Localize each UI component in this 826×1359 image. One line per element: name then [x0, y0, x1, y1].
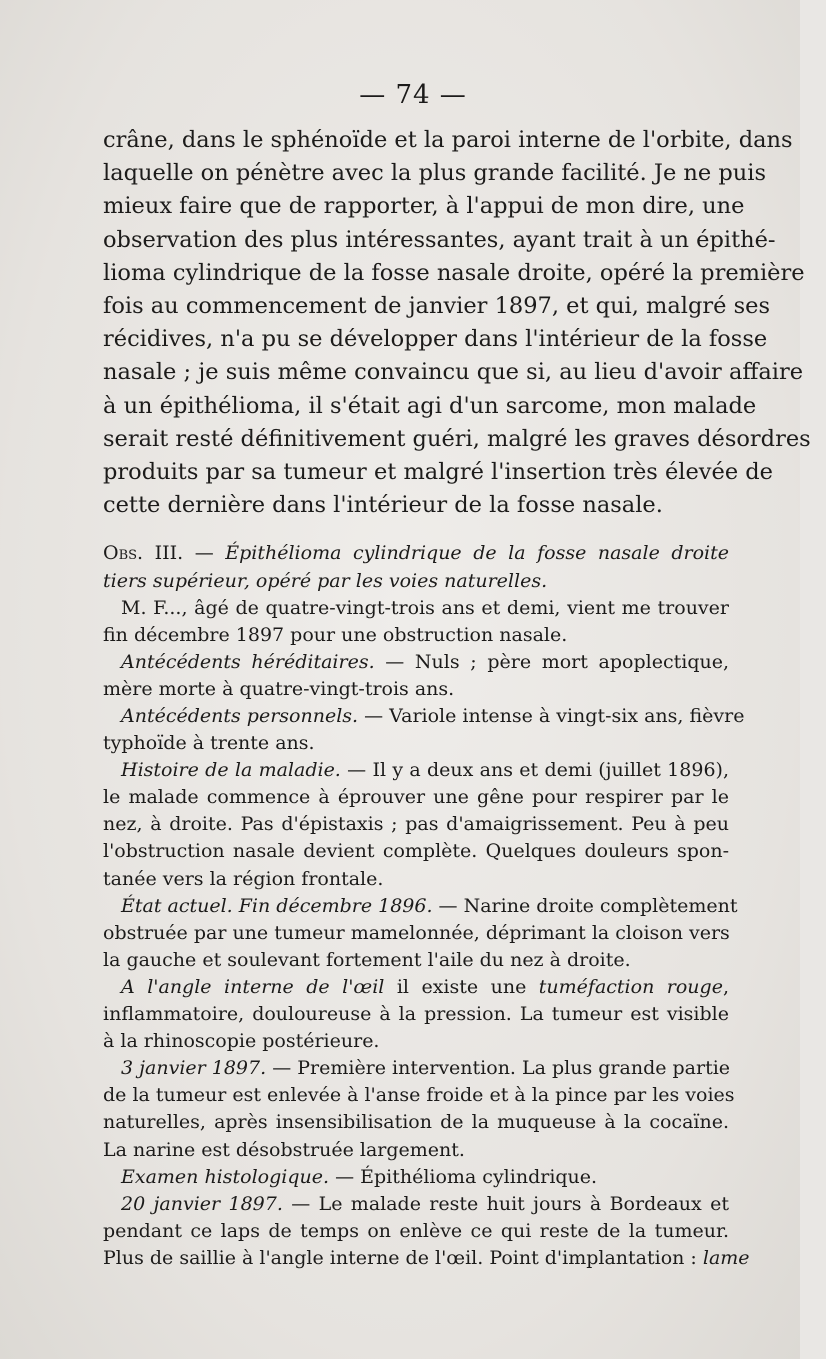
observation-section	[103, 540, 750, 1272]
hereditary-label: Antécédents héréditaires.	[121, 650, 375, 673]
inner-angle-line: à la rhinoscopie postérieure.	[103, 1030, 380, 1053]
personal-label: Antécédents personnels.	[121, 705, 359, 727]
patient-line: fin décembre 1897 pour une obstruction nasale.	[103, 623, 568, 646]
observation-heading	[103, 540, 729, 567]
intro-paragraph	[103, 124, 811, 522]
hereditary-line	[103, 649, 729, 676]
text-line: récidives, n'a pu se développer dans l'intérieur de la fosse	[103, 326, 768, 353]
jan20-line	[103, 1191, 729, 1218]
inner-angle-label: A l'angle interne de l'œil	[121, 975, 385, 998]
personal-line: typhoïde à trente ans.	[103, 732, 315, 755]
histology-text: — Épithélioma cylindrique.	[329, 1165, 598, 1188]
body-text	[103, 124, 811, 1272]
observation-label: Obs. III. —	[103, 542, 226, 565]
hereditary-text: — Nuls ; père mort apoplectique,	[374, 650, 730, 673]
hereditary-line: mère morte à quatre-vingt-trois ans.	[103, 677, 455, 700]
inner-angle-italic: tuméfaction rouge	[538, 975, 723, 998]
history-line: l'obstruction nasale devient complète. Quelques douleurs spon-	[103, 840, 729, 863]
history-text: — Il y a deux ans et demi (juillet 1896),	[340, 759, 729, 782]
history-line: tanée vers la région frontale.	[103, 867, 384, 890]
text-line: serait resté définitivement guéri, malgré les graves désordres	[103, 425, 811, 452]
jan20-text: Plus de saillie à l'angle interne de l'œil. Point d'implantation :	[103, 1246, 703, 1269]
text-line: observation des plus intéressantes, ayant trait à un épithé-	[103, 226, 776, 253]
jan20-line: pendant ce laps de temps on enlève ce qui reste de la tumeur.	[103, 1219, 729, 1242]
current-state-line	[103, 893, 738, 920]
current-state-line: la gauche et soulevant fortement l'aile du nez à droite.	[103, 948, 631, 971]
observation-title-cont: tiers supérieur, opéré par les voies naturelles.	[103, 569, 548, 592]
text-line: à un épithélioma, il s'était agi d'un sarcome, mon malade	[103, 392, 757, 419]
jan3-label: 3 janvier 1897.	[121, 1057, 267, 1080]
history-line: le malade commence à éprouver une gêne pour respirer par le	[103, 786, 729, 809]
histology-line	[103, 1164, 729, 1191]
history-label: Histoire de la maladie.	[121, 759, 341, 782]
personal-text: — Variole intense à vingt-six ans, fièvre	[358, 705, 745, 727]
jan20-italic: lame	[702, 1246, 750, 1269]
observation-heading-cont	[103, 568, 729, 595]
jan20-line	[103, 1245, 750, 1272]
jan3-line	[103, 1055, 729, 1082]
jan3-text: — Première intervention. La plus grande partie	[266, 1057, 731, 1080]
page-number: — 74 —	[359, 80, 467, 110]
text-line: crâne, dans le sphénoïde et la paroi interne de l'orbite, dans	[103, 127, 793, 153]
personal-line	[103, 703, 745, 730]
jan3-line: de la tumeur est enlevée à l'anse froide et à la pince par les voies	[103, 1084, 735, 1107]
text-line: cette dernière dans l'intérieur de la fosse nasale.	[103, 492, 663, 519]
history-line: nez, à droite. Pas d'épistaxis ; pas d'amaigrissement. Peu à peu	[103, 813, 729, 836]
history-line	[103, 757, 729, 784]
inner-angle-text: il existe une	[384, 975, 539, 998]
current-state-text: — Narine droite complètement	[432, 894, 738, 917]
inner-angle-end: ,	[722, 975, 729, 998]
text-line: lioma cylindrique de la fosse nasale droite, opéré la première	[103, 259, 805, 286]
current-state-line: obstruée par une tumeur mamelonnée, déprimant la cloison vers	[103, 921, 730, 944]
inner-angle-line: inflammatoire, douloureuse à la pression. La tumeur est visible	[103, 1003, 729, 1026]
patient-line: M. F..., âgé de quatre-vingt-trois ans et demi, vient me trouver	[121, 596, 729, 619]
jan20-label: 20 janvier 1897.	[121, 1192, 283, 1215]
jan20-text: — Le malade reste huit jours à Bordeaux et	[282, 1192, 729, 1215]
text-line: produits par sa tumeur et malgré l'insertion très élevée de	[103, 459, 774, 486]
current-state-label: État actuel. Fin décembre 1896.	[121, 894, 433, 917]
histology-label: Examen histologique.	[121, 1165, 330, 1188]
text-line: laquelle on pénètre avec la plus grande facilité. Je ne puis	[103, 160, 767, 187]
observation-title: Épithélioma cylindrique de la fosse nasale droite	[225, 542, 729, 565]
text-line: mieux faire que de rapporter, à l'appui de mon dire, une	[103, 193, 745, 220]
inner-angle-line	[103, 974, 729, 1001]
jan3-line: La narine est désobstruée largement.	[103, 1138, 465, 1161]
text-line: fois au commencement de janvier 1897, et qui, malgré ses	[103, 293, 771, 320]
jan3-line: naturelles, après insensibilisation de la muqueuse à la cocaïne.	[103, 1111, 729, 1134]
text-line: nasale ; je suis même convaincu que si, au lieu d'avoir affaire	[103, 359, 804, 386]
